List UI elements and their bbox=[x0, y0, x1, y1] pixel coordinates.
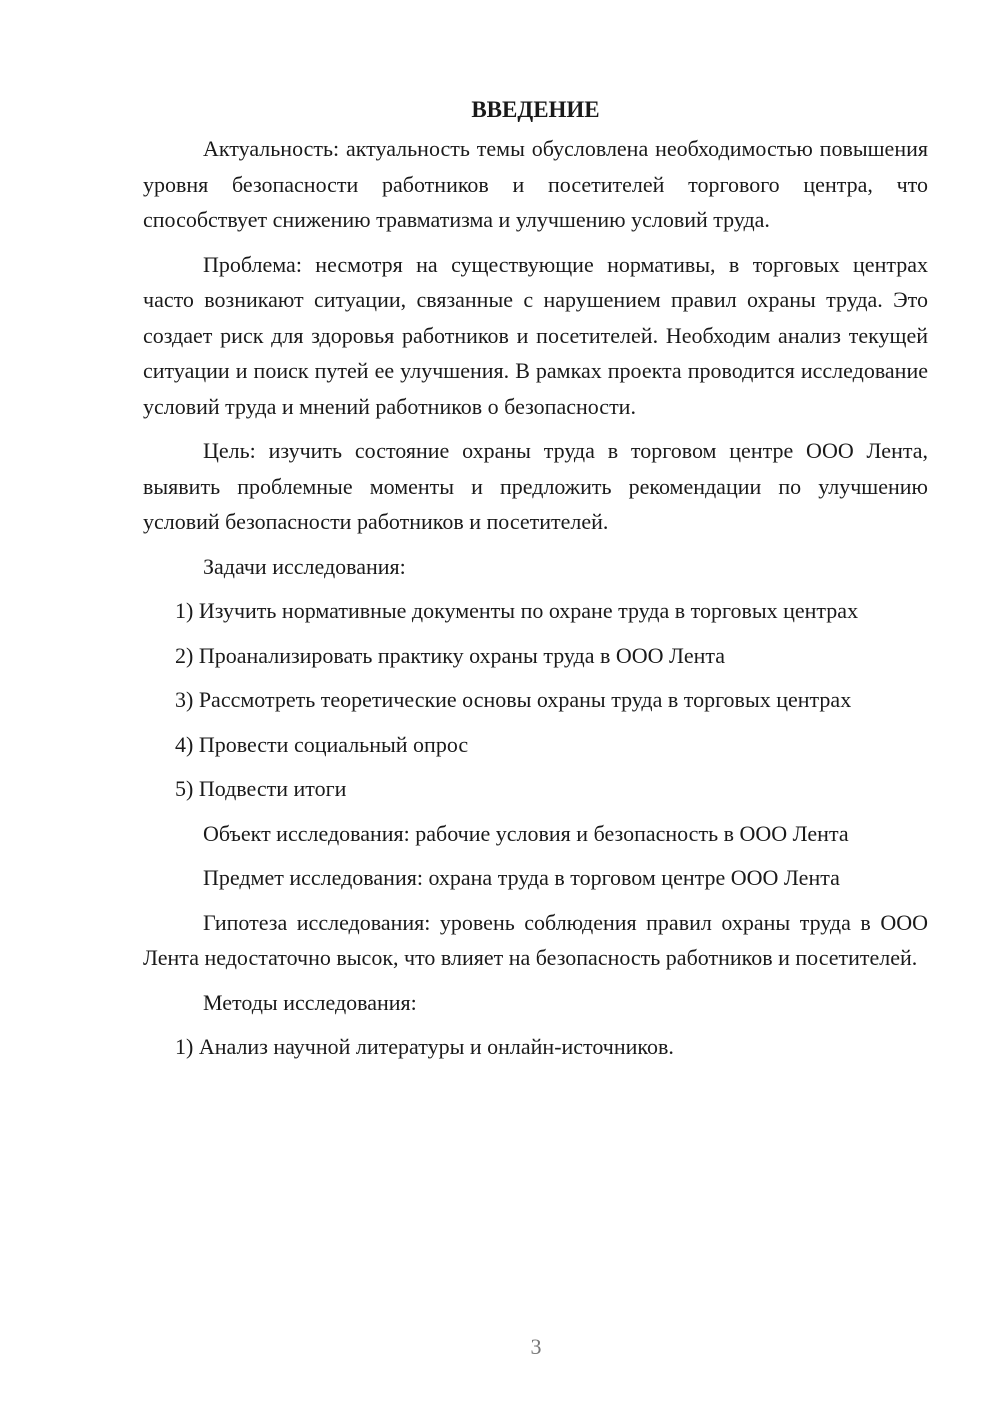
relevance-paragraph: Актуальность: актуальность темы обусловлена необходимостью повышения уровня безопасности работников и посетителей торгового центра, что способствует снижению травматизма и улучшению условий труда. bbox=[143, 136, 928, 232]
document-page bbox=[143, 92, 928, 1074]
task-item: 2) Проанализировать практику охраны труда в ООО Лента bbox=[175, 642, 726, 668]
subject-paragraph: Предмет исследования: охрана труда в торговом центре ООО Лента bbox=[203, 865, 840, 890]
tasks-heading: Задачи исследования: bbox=[203, 553, 406, 579]
methods-heading: Методы исследования: bbox=[203, 989, 417, 1015]
task-item: 3) Рассмотреть теоретические основы охраны труда в торговых центрах bbox=[175, 687, 852, 712]
hypothesis-paragraph: Гипотеза исследования: уровень соблюдения правил охраны труда в ООО Лента недостаточно высок, что влияет на безопасность работников и посетителей. bbox=[143, 909, 928, 970]
object-paragraph: Объект исследования: рабочие условия и безопасность в ООО Лента bbox=[203, 820, 849, 846]
task-item: 1) Изучить нормативные документы по охране труда в торговых центрах bbox=[175, 598, 859, 623]
method-item: 1) Анализ научной литературы и онлайн-источников. bbox=[175, 1034, 674, 1059]
task-item: 4) Провести социальный опрос bbox=[175, 731, 469, 757]
page-number: 3 bbox=[530, 1334, 542, 1359]
section-title: ВВЕДЕНИЕ bbox=[471, 97, 600, 122]
task-item: 5) Подвести итоги bbox=[175, 776, 347, 801]
problem-paragraph: Проблема: несмотря на существующие нормативы, в торговых центрах часто возникают ситуации, связанные с нарушением правил охраны труда. Это создает риск для здоровья работников и посетителей. Необходим анализ текущей ситуации и поиск путей ее улучшения. В рамках проекта проводится исследование условий труда и мнений работников о безопасности. bbox=[143, 251, 928, 419]
goal-paragraph: Цель: изучить состояние охраны труда в торговом центре ООО Лента, выявить проблемные моменты и предложить рекомендации по улучшению условий безопасности работников и посетителей. bbox=[143, 438, 928, 534]
